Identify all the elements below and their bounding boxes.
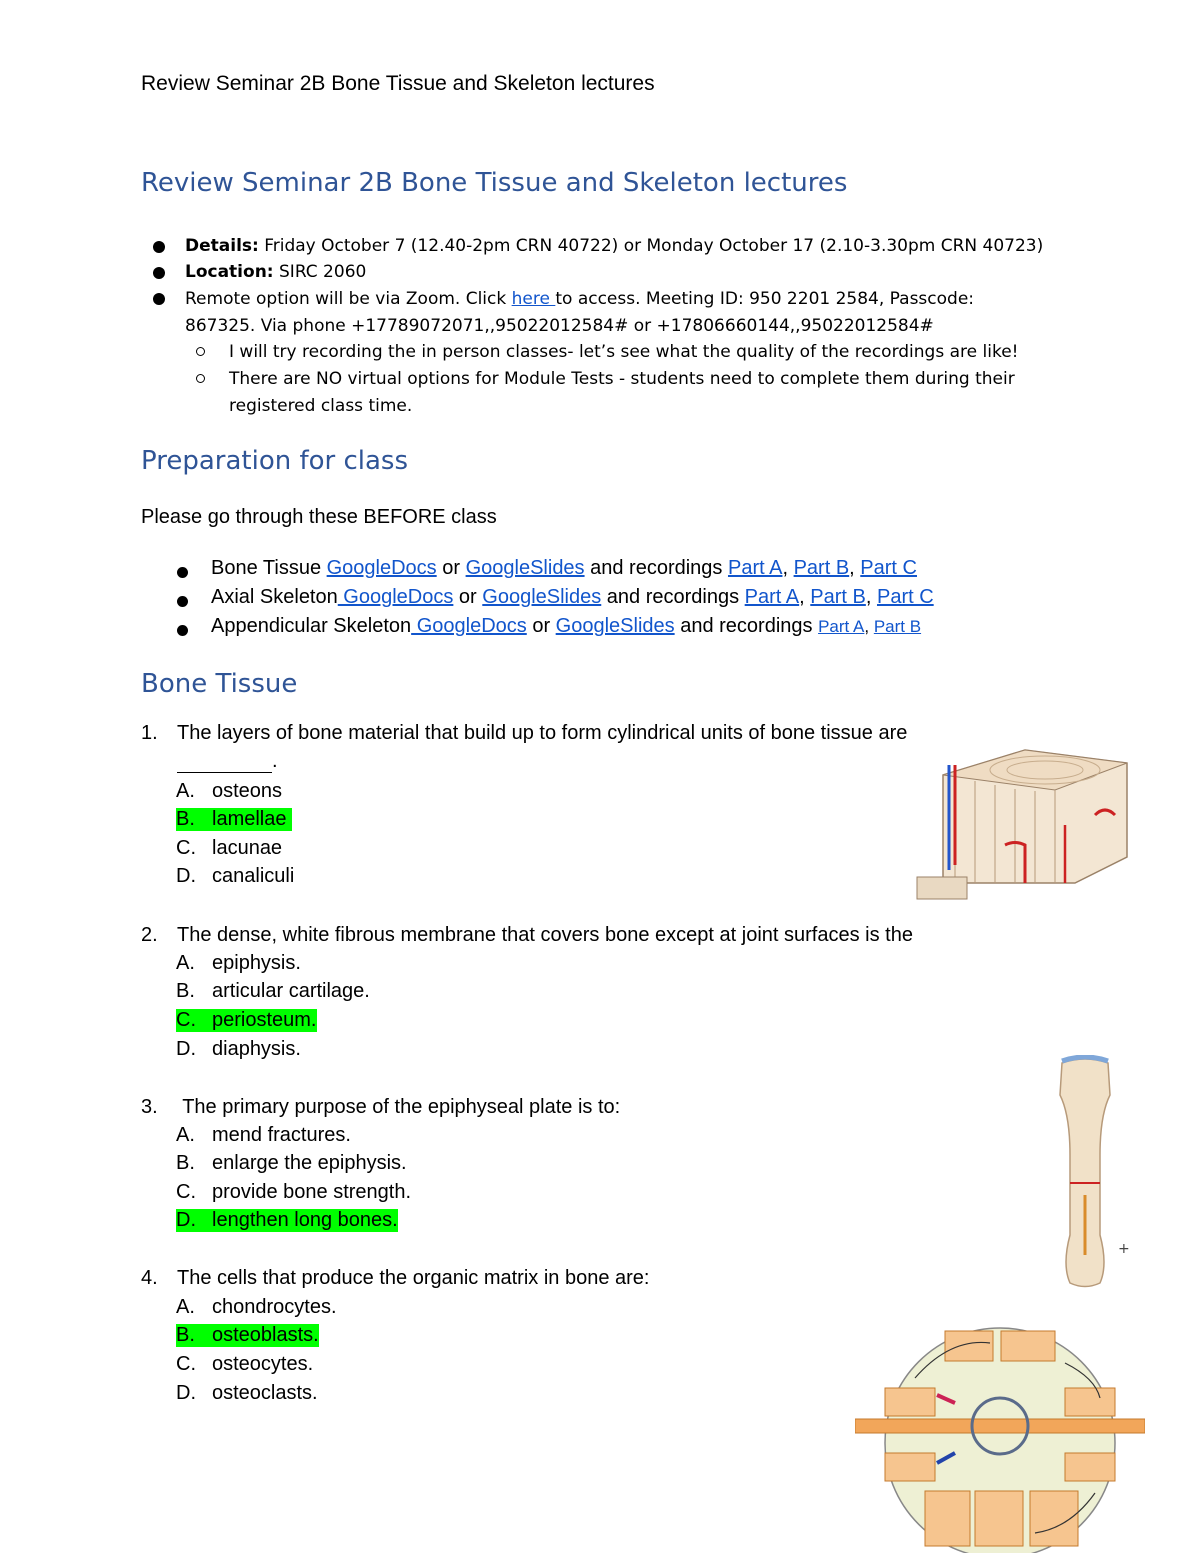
remote-line: Remote option will be via Zoom. Click here to access. Meeting ID: 950 2201 2584, Passcode:: [185, 289, 975, 309]
q2-option-b: B. articular cartilage.: [176, 980, 370, 1002]
long-bone-illustration: [1040, 1055, 1140, 1295]
question-4: 4. The cells that produce the organic matrix in bone are:: [141, 1267, 650, 1289]
q3-option-b: B. enlarge the epiphysis.: [176, 1152, 407, 1174]
axial-googleslides-link[interactable]: GoogleSlides: [482, 586, 602, 608]
axial-part-a-link[interactable]: Part A: [744, 586, 800, 608]
question-2: 2. The dense, white fibrous membrane that covers bone except at joint surfaces is the: [141, 924, 913, 946]
q2-option-c-correct: C. periosteum.: [176, 1009, 317, 1031]
q4-option-d: D. osteoclasts.: [176, 1382, 318, 1404]
preparation-heading: Preparation for class: [141, 446, 409, 476]
bullet-icon: [177, 567, 188, 578]
bone-googledocs-link[interactable]: GoogleDocs: [326, 557, 437, 579]
sub-bullet-icon: [196, 374, 205, 383]
module-test-note-2: registered class time.: [229, 396, 413, 416]
app-part-b-link[interactable]: Part B: [873, 617, 922, 636]
question-3: 3. The primary purpose of the epiphyseal plate is to:: [141, 1096, 621, 1118]
recording-note: I will try recording the in person classes- let’s see what the quality of the recordings are like!: [229, 342, 1019, 362]
q1-option-d: D. canaliculi: [176, 865, 295, 887]
q2-option-a: A. epiphysis.: [176, 952, 301, 974]
bullet-icon: [153, 267, 165, 279]
bone-tissue-heading: Bone Tissue: [141, 669, 298, 699]
app-googledocs-link[interactable]: GoogleDocs: [411, 615, 527, 637]
preparation-intro: Please go through these BEFORE class: [141, 506, 497, 528]
answer-blank: [177, 754, 272, 773]
axial-part-c-link[interactable]: Part C: [876, 586, 934, 608]
bullet-icon: [153, 241, 165, 253]
zoom-here-link[interactable]: here: [511, 289, 556, 309]
module-test-note: There are NO virtual options for Module Tests - students need to complete them during their: [229, 369, 1015, 389]
app-googleslides-link[interactable]: GoogleSlides: [555, 615, 675, 637]
q1-option-a: A. osteons: [176, 780, 283, 802]
q4-option-a: A. chondrocytes.: [176, 1296, 337, 1318]
bullet-icon: [177, 596, 188, 607]
bone-googleslides-link[interactable]: GoogleSlides: [465, 557, 585, 579]
prep-item-appendicular: Appendicular Skeleton GoogleDocs or GoogleSlides and recordings Part A, Part B: [211, 615, 922, 637]
remote-line-2: 867325. Via phone +17789072071,,95022012584# or +17806660144,,95022012584#: [185, 316, 934, 336]
page-header: Review Seminar 2B Bone Tissue and Skeleton lectures: [141, 72, 655, 95]
q3-option-d-correct: D. lengthen long bones.: [176, 1209, 398, 1231]
sub-bullet-icon: [196, 347, 205, 356]
location-line: Location: SIRC 2060: [185, 262, 367, 282]
bone-part-b-link[interactable]: Part B: [793, 557, 850, 579]
app-part-a-link[interactable]: Part A: [818, 617, 865, 636]
bullet-icon: [177, 625, 188, 636]
q3-option-a: A. mend fractures.: [176, 1124, 351, 1146]
q4-option-c: C. osteocytes.: [176, 1353, 314, 1375]
q3-option-c: C. provide bone strength.: [176, 1181, 412, 1203]
document-title: Review Seminar 2B Bone Tissue and Skeleton lectures: [141, 168, 848, 198]
question-1-blank: .: [177, 750, 278, 773]
question-1: 1. The layers of bone material that build up to form cylindrical units of bone tissue are: [141, 722, 908, 744]
axial-googledocs-link[interactable]: GoogleDocs: [337, 586, 454, 608]
svg-text:+: +: [1118, 1241, 1130, 1257]
prep-item-bone-tissue: Bone Tissue GoogleDocs or GoogleSlides and recordings Part A, Part B, Part C: [211, 557, 917, 579]
q1-option-b-correct: B. lamellae: [176, 808, 292, 831]
bone-part-c-link[interactable]: Part C: [860, 557, 917, 579]
calcium-homeostasis-diagram: [855, 1303, 1145, 1553]
details-line: Details: Friday October 7 (12.40-2pm CRN 40722) or Monday October 17 (2.10-3.30pm CRN 40723): [185, 236, 1044, 256]
bullet-icon: [153, 293, 165, 305]
q2-option-d: D. diaphysis.: [176, 1038, 301, 1060]
axial-part-b-link[interactable]: Part B: [810, 586, 866, 608]
bone-part-a-link[interactable]: Part A: [727, 557, 783, 579]
q4-option-b-correct: B. osteoblasts.: [176, 1324, 319, 1346]
q1-option-c: C. lacunae: [176, 837, 283, 859]
prep-item-axial: Axial Skeleton GoogleDocs or GoogleSlides and recordings Part A, Part B, Part C: [211, 586, 934, 608]
compact-bone-illustration: [915, 745, 1130, 905]
